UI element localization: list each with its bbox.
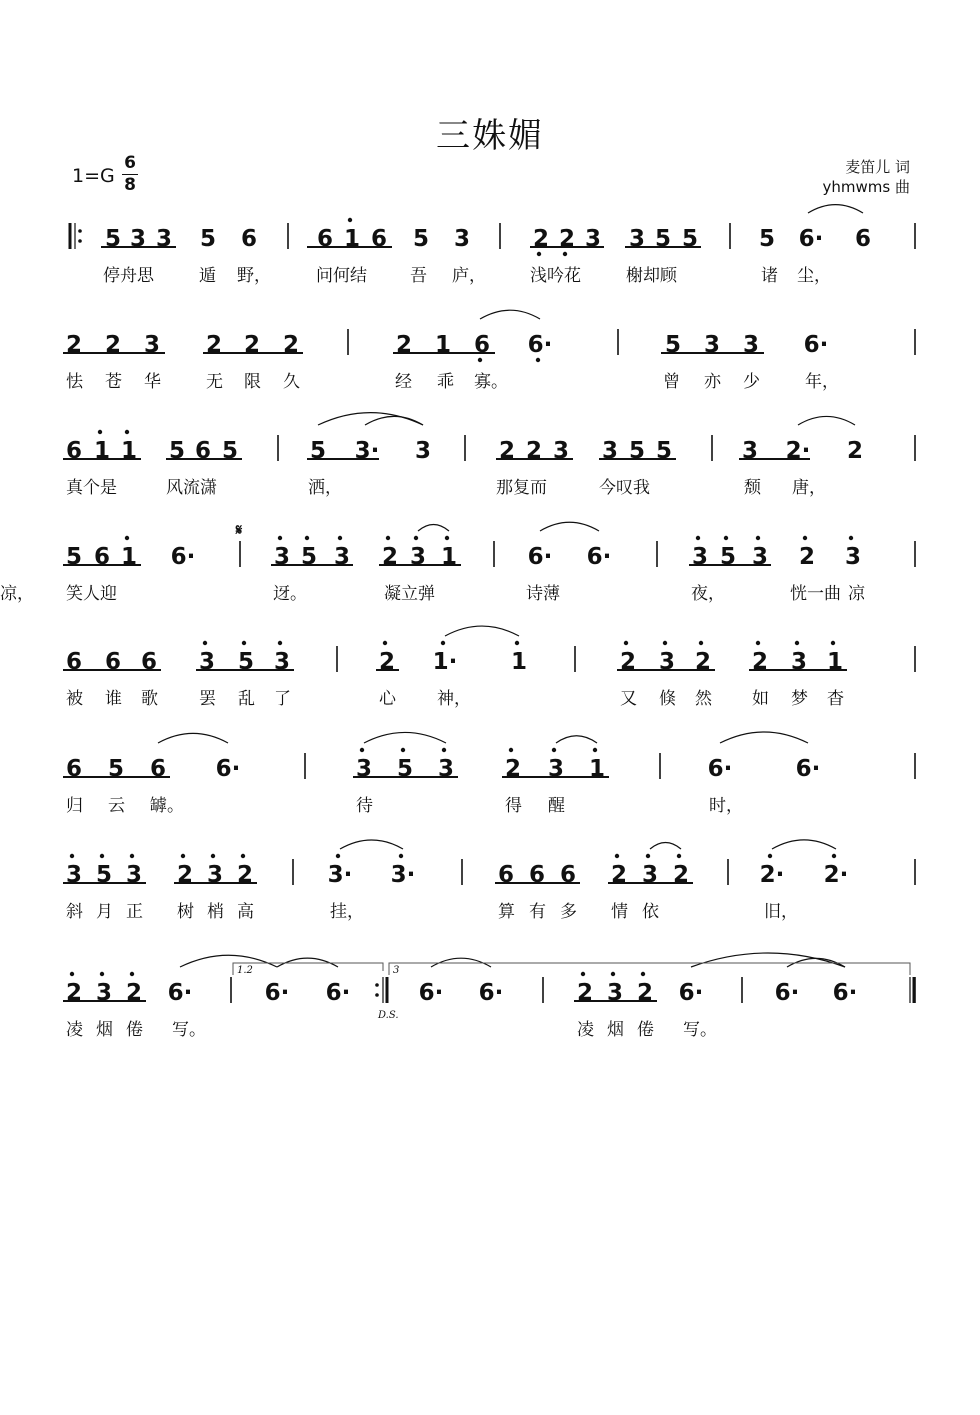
note: 2	[176, 862, 194, 888]
octave-dot-high	[795, 641, 799, 645]
tie-slur	[365, 416, 423, 425]
lyric-syllable: 多	[560, 902, 577, 922]
octave-dot-high	[414, 536, 418, 540]
note: 1	[440, 544, 458, 570]
repeat-dot	[375, 993, 379, 997]
lyric-syllable: 倦	[126, 1020, 143, 1040]
octave-dot-high	[581, 972, 585, 976]
tie-slur	[691, 953, 845, 967]
lyric-syllable: 依	[642, 902, 659, 922]
octave-dot-high	[399, 854, 403, 858]
lyric-syllable: 榭却顾	[626, 266, 677, 286]
octave-dot-high	[70, 972, 74, 976]
note: 6·	[215, 756, 241, 782]
octave-dot-high	[348, 218, 352, 222]
note: 5	[412, 226, 430, 252]
note: 2	[104, 332, 122, 358]
note: 6·	[795, 756, 821, 782]
note: 3	[606, 980, 624, 1006]
note: 6·	[707, 756, 733, 782]
ds-marking: D.S.	[378, 1010, 399, 1021]
octave-dot-high	[756, 641, 760, 645]
note: 3	[198, 649, 216, 675]
lyric-syllable: 笑人迎	[66, 584, 117, 604]
octave-dot-high	[336, 854, 340, 858]
note: 2	[525, 438, 543, 464]
lyric-syllable: 颓	[744, 478, 761, 498]
lyric-syllable: 问何结	[316, 266, 367, 286]
octave-dot-high	[768, 854, 772, 858]
segno-sign: 𝄋	[235, 521, 243, 539]
lyric-syllable: 停舟思	[103, 266, 154, 286]
octave-dot-low	[537, 252, 541, 256]
note: 6	[149, 756, 167, 782]
tie-slur	[418, 525, 449, 531]
lyric-syllable: 月	[96, 902, 113, 922]
note: 3	[65, 862, 83, 888]
lyric-syllable: 亦	[704, 372, 721, 392]
note: 2	[532, 226, 550, 252]
note: 3	[552, 438, 570, 464]
lyric-syllable: 树	[177, 902, 194, 922]
octave-dot-high	[663, 641, 667, 645]
composer-credit: yhmwms 曲	[822, 178, 910, 196]
lyric-syllable: 吾	[410, 266, 427, 286]
note: 1	[826, 649, 844, 675]
note: 5	[237, 649, 255, 675]
note: 5	[664, 332, 682, 358]
lyric-syllable: 得	[505, 796, 522, 816]
lyric-syllable: 被	[66, 689, 83, 709]
note: 3	[658, 649, 676, 675]
lyric-syllable: 杳	[827, 689, 844, 709]
lyric-syllable: 倏	[659, 689, 676, 709]
note: 5	[655, 438, 673, 464]
note: 6·	[527, 544, 553, 570]
time-signature-bottom: 8	[124, 175, 136, 195]
note: 3	[790, 649, 808, 675]
lyric-syllable: 那复而	[496, 478, 547, 498]
octave-dot-high	[552, 748, 556, 752]
octave-dot-high	[831, 641, 835, 645]
tie-slur	[340, 840, 403, 849]
tie-slur	[720, 732, 808, 743]
octave-dot-high	[125, 536, 129, 540]
note: 5	[300, 544, 318, 570]
lyric-syllable: 迓。	[273, 584, 307, 604]
octave-dot-high	[241, 854, 245, 858]
lyric-syllable: 遁	[199, 266, 216, 286]
note: 6	[65, 649, 83, 675]
note: 2	[498, 438, 516, 464]
note: 6	[93, 544, 111, 570]
note: 5	[168, 438, 186, 464]
lyric-syllable: 心	[379, 689, 396, 709]
note: 5	[221, 438, 239, 464]
note: 3	[273, 649, 291, 675]
octave-dot-high	[242, 641, 246, 645]
octave-dot-high	[383, 641, 387, 645]
note: 3	[844, 544, 862, 570]
tie-slur	[318, 413, 423, 425]
octave-dot-high	[509, 748, 513, 752]
lyric-syllable: 正	[126, 902, 143, 922]
note: 2	[205, 332, 223, 358]
note: 3	[742, 332, 760, 358]
lyric-syllable: 神，	[437, 689, 471, 709]
note: 6	[559, 862, 577, 888]
lyric-syllable: 旧，	[764, 902, 798, 922]
note: 2	[504, 756, 522, 782]
lyric-syllable: 野，	[237, 266, 271, 286]
octave-dot-low	[536, 358, 540, 362]
octave-dot-high	[641, 972, 645, 976]
note: 1	[343, 226, 361, 252]
note: 3·	[390, 862, 416, 888]
lyric-syllable: 真个是	[66, 478, 117, 498]
lyric-syllable: 罢	[199, 689, 216, 709]
note: 5	[104, 226, 122, 252]
note: 3	[129, 226, 147, 252]
tie-slur	[445, 626, 519, 636]
note: 3	[628, 226, 646, 252]
note: 3	[601, 438, 619, 464]
note: 5	[107, 756, 125, 782]
octave-dot-high	[756, 536, 760, 540]
note: 1	[93, 438, 111, 464]
lyric-syllable: 曾	[663, 372, 680, 392]
lyricist-credit: 麦笛儿 词	[845, 158, 910, 176]
note: 2	[694, 649, 712, 675]
repeat-dot	[78, 239, 82, 243]
octave-dot-high	[211, 854, 215, 858]
note: 6	[194, 438, 212, 464]
note: 3	[741, 438, 759, 464]
lyric-syllable: 乱	[238, 689, 255, 709]
lyric-syllable: 然	[695, 689, 712, 709]
note: 2	[558, 226, 576, 252]
tie-slur	[540, 522, 599, 531]
lyric-syllable: 凝立弹	[384, 584, 435, 604]
lyric-syllable: 华	[144, 372, 161, 392]
lyric-syllable: 诗薄	[526, 584, 560, 604]
octave-dot-high	[278, 641, 282, 645]
note: 3	[333, 544, 351, 570]
lyric-syllable: 算	[498, 902, 515, 922]
octave-dot-high	[849, 536, 853, 540]
note: 2·	[759, 862, 785, 888]
note: 1·	[432, 649, 458, 675]
note: 2	[846, 438, 864, 464]
octave-dot-high	[832, 854, 836, 858]
octave-dot-high	[360, 748, 364, 752]
note: 3	[273, 544, 291, 570]
octave-dot-high	[699, 641, 703, 645]
note: 2	[236, 862, 254, 888]
octave-dot-high	[615, 854, 619, 858]
note: 3	[437, 756, 455, 782]
lyric-syllable: 无	[206, 372, 223, 392]
lyric-syllable: 梦	[791, 689, 808, 709]
lyric-syllable: 凌	[66, 1020, 83, 1040]
note: 6·	[167, 980, 193, 1006]
tie-slur	[650, 843, 681, 849]
note: 2	[395, 332, 413, 358]
lyric-syllable: 烟	[607, 1020, 624, 1040]
note: 5	[396, 756, 414, 782]
note: 5	[309, 438, 327, 464]
tie-slur	[158, 733, 228, 743]
note: 5	[758, 226, 776, 252]
note: 6·	[170, 544, 196, 570]
lyric-syllable: 风流潇	[166, 478, 217, 498]
note: 1	[510, 649, 528, 675]
octave-dot-high	[181, 854, 185, 858]
note: 3	[125, 862, 143, 888]
note: 6	[104, 649, 122, 675]
note: 6	[497, 862, 515, 888]
repeat-dot	[78, 229, 82, 233]
octave-dot-high	[803, 536, 807, 540]
note: 2	[282, 332, 300, 358]
lyric-syllable: 凉，	[0, 584, 34, 604]
octave-dot-low	[478, 358, 482, 362]
key-signature: 1=G	[72, 165, 115, 187]
tie-slur	[772, 840, 836, 849]
note: 2	[381, 544, 399, 570]
volta-label-1-2: 1.2	[237, 965, 253, 976]
note: 3	[206, 862, 224, 888]
lyric-syllable: 又	[620, 689, 637, 709]
note: 3	[691, 544, 709, 570]
lyric-syllable: 洒，	[308, 478, 342, 498]
octave-dot-high	[677, 854, 681, 858]
lyric-syllable: 寡。	[474, 372, 508, 392]
lyric-syllable: 挂，	[330, 902, 364, 922]
note: 2	[65, 980, 83, 1006]
lyric-syllable: 有	[529, 902, 546, 922]
note: 3	[751, 544, 769, 570]
lyric-syllable: 经	[395, 372, 412, 392]
note: 5	[681, 226, 699, 252]
octave-dot-high	[724, 536, 728, 540]
lyric-syllable: 凉	[848, 584, 865, 604]
lyric-syllable: 浅吟花	[530, 266, 581, 286]
octave-dot-high	[646, 854, 650, 858]
note: 1	[120, 438, 138, 464]
song-title: 三姝媚	[436, 116, 544, 156]
lyric-syllable: 谁	[105, 689, 122, 709]
note: 6·	[264, 980, 290, 1006]
tie-slur	[798, 416, 855, 425]
lyric-syllable: 诸	[761, 266, 778, 286]
lyric-syllable: 乖	[437, 372, 454, 392]
tie-slur	[180, 955, 277, 967]
lyric-syllable: 时，	[709, 796, 743, 816]
note: 2	[65, 332, 83, 358]
note: 6	[473, 332, 491, 358]
octave-dot-high	[441, 641, 445, 645]
tie-slur	[364, 732, 446, 743]
note: 2	[636, 980, 654, 1006]
note: 5	[628, 438, 646, 464]
lyric-syllable: 夜，	[691, 584, 725, 604]
lyric-syllable: 高	[237, 902, 254, 922]
note: 3	[409, 544, 427, 570]
note: 2	[798, 544, 816, 570]
note: 3	[584, 226, 602, 252]
note: 6·	[774, 980, 800, 1006]
note: 6·	[527, 332, 553, 358]
note: 6·	[832, 980, 858, 1006]
lyric-syllable: 苍	[105, 372, 122, 392]
octave-dot-high	[515, 641, 519, 645]
note: 6·	[418, 980, 444, 1006]
tie-slur	[556, 736, 597, 743]
octave-dot-high	[338, 536, 342, 540]
lyric-syllable: 尘，	[797, 266, 831, 286]
note: 2	[378, 649, 396, 675]
lyric-syllable: 怯	[66, 372, 83, 392]
volta-bracket-1-2	[233, 963, 383, 975]
lyric-syllable: 久	[283, 372, 300, 392]
note: 6·	[803, 332, 829, 358]
tie-slur	[480, 310, 540, 319]
lyric-syllable: 了	[274, 689, 291, 709]
note: 6	[240, 226, 258, 252]
note: 2	[610, 862, 628, 888]
note: 5	[65, 544, 83, 570]
volta-label-3: 3	[393, 965, 400, 976]
lyric-syllable: 倦	[637, 1020, 654, 1040]
octave-dot-high	[401, 748, 405, 752]
lyric-syllable: 写。	[683, 1020, 717, 1040]
note: 3	[355, 756, 373, 782]
note: 6	[528, 862, 546, 888]
octave-dot-high	[593, 748, 597, 752]
note: 5	[719, 544, 737, 570]
octave-dot-high	[611, 972, 615, 976]
note: 3·	[327, 862, 353, 888]
note: 1	[588, 756, 606, 782]
lyric-syllable: 唐，	[792, 478, 826, 498]
note: 6·	[678, 980, 704, 1006]
lyric-syllable: 限	[244, 372, 261, 392]
note: 6·	[586, 544, 612, 570]
note: 3	[143, 332, 161, 358]
octave-dot-low	[563, 252, 567, 256]
octave-dot-high	[445, 536, 449, 540]
note: 2·	[785, 438, 811, 464]
lyric-syllable: 醒	[548, 796, 565, 816]
note: 6	[316, 226, 334, 252]
octave-dot-high	[442, 748, 446, 752]
lyric-syllable: 凌	[577, 1020, 594, 1040]
note: 2	[125, 980, 143, 1006]
note: 1	[434, 332, 452, 358]
note: 5	[654, 226, 672, 252]
note: 1	[120, 544, 138, 570]
note: 3	[414, 438, 432, 464]
note: 5	[199, 226, 217, 252]
lyric-syllable: 今叹我	[599, 478, 650, 498]
lyric-syllable: 归	[66, 796, 83, 816]
note: 3	[547, 756, 565, 782]
note: 6	[65, 756, 83, 782]
lyric-syllable: 罅。	[150, 796, 184, 816]
lyric-syllable: 歌	[141, 689, 158, 709]
note: 6	[854, 226, 872, 252]
note: 2	[619, 649, 637, 675]
note: 3	[453, 226, 471, 252]
lyric-syllable: 庐，	[452, 266, 486, 286]
lyric-syllable: 斜	[66, 902, 83, 922]
lyric-syllable: 写。	[172, 1020, 206, 1040]
octave-dot-high	[100, 854, 104, 858]
octave-dot-high	[130, 854, 134, 858]
octave-dot-high	[624, 641, 628, 645]
octave-dot-high	[70, 854, 74, 858]
volta-bracket-3	[389, 963, 910, 975]
note: 3·	[354, 438, 380, 464]
lyric-syllable: 烟	[96, 1020, 113, 1040]
repeat-dot	[375, 983, 379, 987]
lyric-syllable: 如	[752, 689, 769, 709]
octave-dot-high	[130, 972, 134, 976]
lyric-syllable: 梢	[207, 902, 224, 922]
octave-dot-high	[203, 641, 207, 645]
time-signature-top: 6	[124, 153, 136, 173]
octave-dot-high	[125, 430, 129, 434]
note: 3	[155, 226, 173, 252]
note: 2	[751, 649, 769, 675]
lyric-syllable: 情	[611, 902, 628, 922]
octave-dot-high	[386, 536, 390, 540]
note: 2·	[823, 862, 849, 888]
tie-slur	[808, 205, 863, 213]
note: 5	[95, 862, 113, 888]
note: 2	[576, 980, 594, 1006]
lyric-syllable: 云	[108, 796, 125, 816]
lyric-syllable: 恍一曲	[790, 584, 841, 604]
note: 2	[243, 332, 261, 358]
octave-dot-high	[98, 430, 102, 434]
note: 3	[95, 980, 113, 1006]
octave-dot-high	[696, 536, 700, 540]
note: 3	[703, 332, 721, 358]
note: 6·	[798, 226, 824, 252]
lyric-syllable: 待	[356, 796, 373, 816]
note: 6	[370, 226, 388, 252]
note: 2	[672, 862, 690, 888]
note: 6·	[478, 980, 504, 1006]
lyric-syllable: 年，	[805, 372, 839, 392]
note: 6·	[325, 980, 351, 1006]
octave-dot-high	[100, 972, 104, 976]
octave-dot-high	[278, 536, 282, 540]
lyric-syllable: 少	[743, 372, 760, 392]
note: 6	[65, 438, 83, 464]
octave-dot-high	[305, 536, 309, 540]
note: 3	[641, 862, 659, 888]
note: 6	[140, 649, 158, 675]
